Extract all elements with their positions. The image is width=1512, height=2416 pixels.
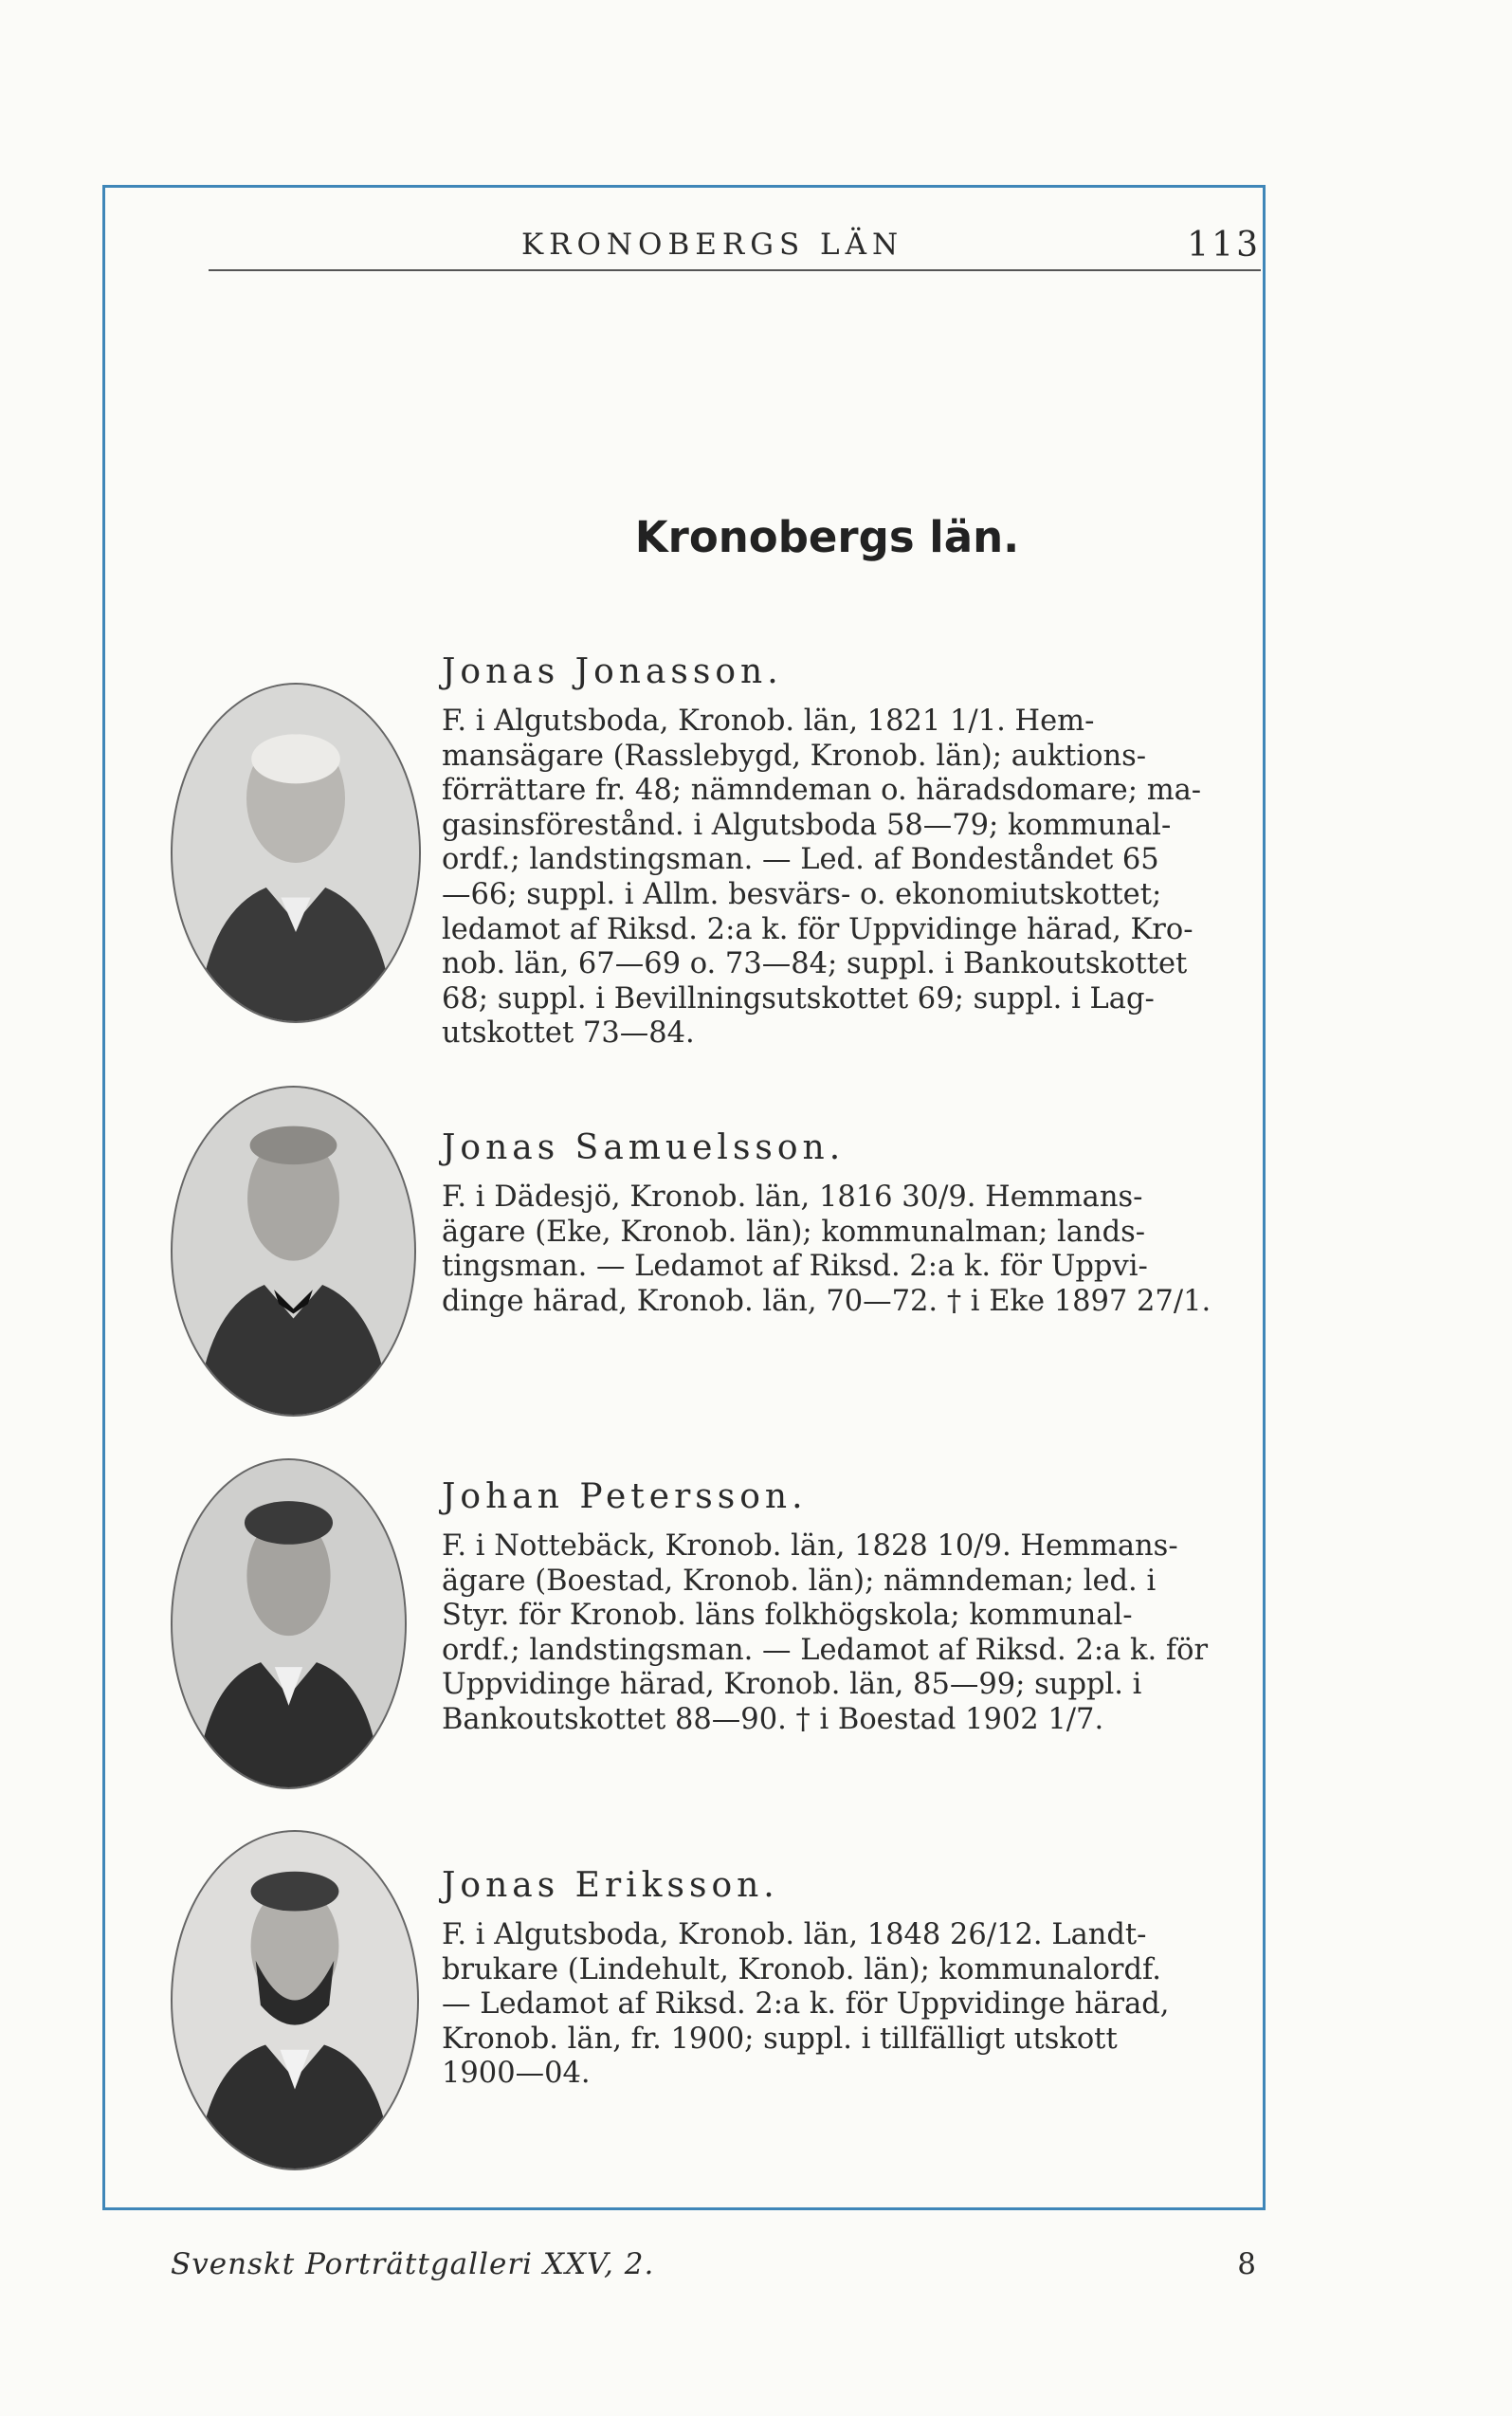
bio-line: dinge härad, Kronob. län, 70—72. † i Eke 1897 27/1. — [442, 1284, 1211, 1318]
bio-line: — Ledamot af Riksd. 2:a k. för Uppvidinge härad, — [442, 1987, 1170, 2022]
bio-line: F. i Nottebäck, Kronob. län, 1828 10/9. Hemmans- — [442, 1529, 1178, 1563]
bio-line: F. i Algutsboda, Kronob. län, 1821 1/1. Hem- — [442, 705, 1095, 738]
page-footer — [171, 2247, 1256, 2289]
bio-line: ägare (Boestad, Kronob. län); nämndeman; led. i — [442, 1564, 1157, 1598]
biography-text — [442, 1181, 1251, 1319]
person-name: Johan Petersson. — [442, 1477, 808, 1516]
bio-line: F. i Algutsboda, Kronob. län, 1848 26/12. Landt- — [442, 1918, 1147, 1951]
bio-line: tingsman. — Ledamot af Riksd. 2:a k. för Uppvi- — [442, 1250, 1148, 1284]
bio-line: förrättare fr. 48; nämndeman o. häradsdomare; ma- — [442, 774, 1202, 808]
bio-line: ledamot af Riksd. 2:a k. för Uppvidinge härad, Kro- — [442, 912, 1193, 946]
bio-line: nob. län, 67—69 o. 73—84; suppl. i Bankoutskottet — [442, 947, 1188, 981]
bio-line: Bankoutskottet 88—90. † i Boestad 1902 1/7. — [442, 1702, 1104, 1736]
bio-line: Uppvidinge härad, Kronob. län, 85—99; suppl. i — [442, 1668, 1142, 1702]
bio-line: ägare (Eke, Kronob. län); kommunalman; lands- — [442, 1215, 1146, 1249]
publication-title: Svenskt Porträttgalleri XXV, 2. — [171, 2247, 655, 2281]
bio-line: Kronob. län, fr. 1900; suppl. i tillfälligt utskott — [442, 2022, 1118, 2056]
biography-text — [442, 1529, 1251, 1738]
portrait-photo — [171, 1458, 407, 1789]
bio-line: brukare (Lindehult, Kronob. län); kommunalordf. — [442, 1952, 1161, 1986]
bio-line: Styr. för Kronob. läns folkhögskola; kommunal- — [442, 1599, 1133, 1633]
bio-line: —66; suppl. i Allm. besvärs- o. ekonomiutskottet; — [442, 877, 1162, 911]
bio-line: mansägare (Rasslebygd, Kronob. län); auktions- — [442, 739, 1147, 773]
running-title: KRONOBERGS LÄN — [521, 228, 904, 262]
running-header — [209, 226, 1261, 271]
portrait-photo — [171, 683, 421, 1023]
bio-line: 68; suppl. i Bevillningsutskottet 69; suppl. i Lag- — [442, 981, 1155, 1016]
portrait-photo — [171, 1086, 416, 1417]
person-name: Jonas Eriksson. — [442, 1866, 779, 1905]
bio-line: F. i Dädesjö, Kronob. län, 1816 30/9. Hemmans- — [442, 1181, 1143, 1214]
bio-line: ordf.; landstingsman. — Ledamot af Riksd. 2:a k. för — [442, 1633, 1209, 1667]
person-name: Jonas Jonasson. — [442, 652, 783, 691]
bio-line: 1900—04. — [442, 2057, 591, 2091]
page-number: 113 — [1187, 226, 1261, 265]
person-name: Jonas Samuelsson. — [442, 1128, 846, 1167]
bio-line: utskottet 73—84. — [442, 1016, 695, 1051]
section-title: Kronobergs län. — [634, 512, 1020, 562]
portrait-photo — [171, 1830, 419, 2170]
biography-text — [442, 705, 1251, 1052]
bio-line: ordf.; landstingsman. — Led. af Bondeståndet 65 — [442, 843, 1159, 877]
bio-line: gasinsförestånd. i Algutsboda 58—79; kommunal- — [442, 808, 1172, 842]
signature-mark: 8 — [1237, 2247, 1256, 2281]
biography-text — [442, 1918, 1251, 2092]
